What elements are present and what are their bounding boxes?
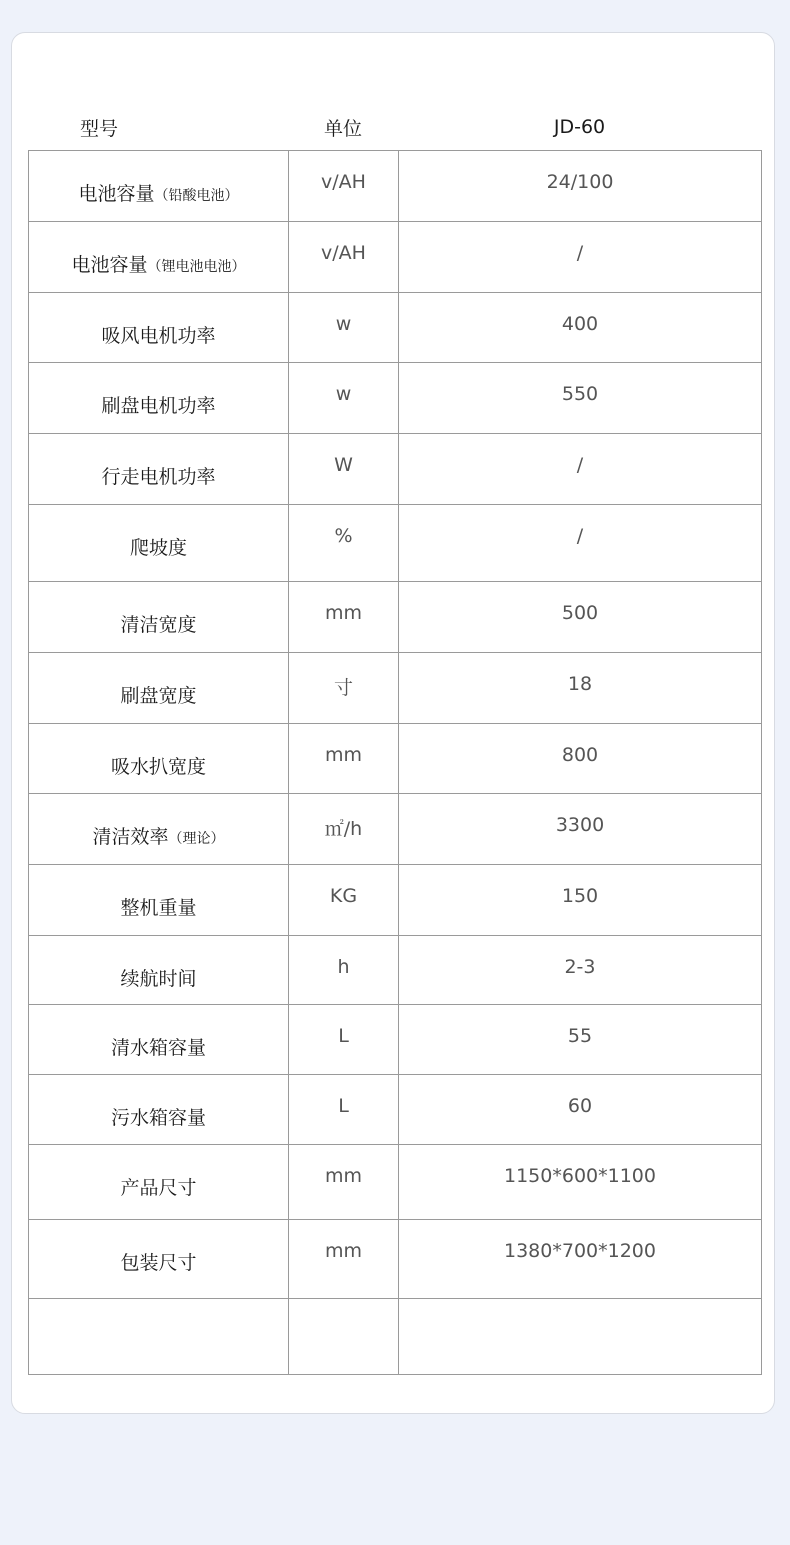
- header-model-label: 型号: [80, 117, 119, 140]
- spec-card: [11, 32, 775, 1414]
- table-row: [29, 434, 762, 505]
- table-row: [29, 505, 762, 582]
- spec-value-cell: [399, 505, 762, 582]
- spec-value: 500: [561, 602, 599, 624]
- spec-name: [29, 293, 288, 348]
- spec-name-text: 爬坡度: [129, 537, 187, 559]
- spec-name-cell: [29, 1220, 289, 1299]
- spec-name-text: 续航时间: [120, 968, 197, 990]
- spec-name-text: 清洁效率: [92, 826, 169, 848]
- spec-name-text: 整机重量: [120, 897, 197, 919]
- spec-unit-cell: [289, 434, 399, 505]
- spec-name-text: 吸水扒宽度: [110, 756, 206, 778]
- spec-name-note: （理论）: [168, 831, 225, 847]
- spec-unit-cell: [289, 222, 399, 293]
- spec-unit-cell: [289, 363, 399, 434]
- spec-value: /: [576, 454, 584, 476]
- spec-value-cell: [399, 1299, 762, 1375]
- spec-value-cell: [399, 865, 762, 936]
- spec-name: [29, 363, 288, 418]
- spec-value: /: [576, 242, 584, 264]
- spec-name: [29, 1075, 288, 1130]
- spec-value-cell: [399, 794, 762, 865]
- spec-unit: %: [334, 525, 353, 547]
- spec-unit-cell: [289, 865, 399, 936]
- spec-unit: W: [334, 454, 353, 476]
- spec-value: 3300: [555, 814, 605, 836]
- spec-unit-cell: [289, 1005, 399, 1075]
- table-row: [29, 1075, 762, 1145]
- spec-value-cell: [399, 582, 762, 653]
- spec-unit-cell: [289, 653, 399, 724]
- spec-name: [29, 1005, 288, 1060]
- table-row: [29, 1145, 762, 1220]
- spec-unit-cell: [289, 151, 399, 222]
- spec-value: /: [576, 525, 584, 547]
- spec-name-cell: [29, 724, 289, 794]
- table-row: [29, 222, 762, 293]
- spec-name-text: 清洁宽度: [120, 614, 197, 636]
- spec-unit-cell: [289, 1220, 399, 1299]
- table-row: [29, 582, 762, 653]
- table-row: [29, 794, 762, 865]
- spec-unit: w: [335, 313, 352, 335]
- spec-name: [29, 936, 288, 991]
- spec-unit: [289, 1299, 398, 1319]
- spec-unit: v/AH: [321, 242, 366, 264]
- spec-unit-cell: [289, 936, 399, 1005]
- spec-value: 800: [561, 744, 599, 766]
- spec-name-text: 刷盘宽度: [120, 685, 197, 707]
- spec-name: [29, 653, 288, 708]
- spec-value-cell: [399, 363, 762, 434]
- spec-name: [29, 505, 288, 560]
- spec-value: [399, 1299, 761, 1319]
- spec-value-cell: [399, 222, 762, 293]
- spec-unit: h: [337, 956, 350, 978]
- spec-name: [29, 1220, 288, 1275]
- spec-name-cell: [29, 936, 289, 1005]
- spec-unit: L: [338, 1095, 349, 1117]
- table-row: [29, 363, 762, 434]
- spec-unit: mm: [324, 602, 363, 624]
- table-row: [29, 1005, 762, 1075]
- spec-name-cell: [29, 151, 289, 222]
- spec-value-cell: [399, 434, 762, 505]
- spec-value-cell: [399, 936, 762, 1005]
- spec-unit-cell: [289, 794, 399, 865]
- spec-unit-cell: [289, 1145, 399, 1220]
- table-row: [29, 1299, 762, 1375]
- spec-name: [29, 1299, 288, 1327]
- table-row: [29, 724, 762, 794]
- spec-value: 150: [561, 885, 599, 907]
- spec-unit: 寸: [333, 677, 353, 699]
- spec-value-cell: [399, 724, 762, 794]
- spec-table: [28, 150, 762, 1375]
- spec-name: [29, 865, 288, 920]
- spec-name: [29, 434, 288, 489]
- spec-value-cell: [399, 1075, 762, 1145]
- spec-value: 24/100: [546, 171, 614, 193]
- spec-name-text: 包装尺寸: [120, 1252, 197, 1274]
- spec-name: [29, 1145, 288, 1200]
- spec-name-cell: [29, 1299, 289, 1375]
- spec-name-cell: [29, 293, 289, 363]
- spec-name-cell: [29, 363, 289, 434]
- spec-name-cell: [29, 1075, 289, 1145]
- spec-name-cell: [29, 505, 289, 582]
- spec-value: 400: [561, 313, 599, 335]
- spec-name-text: 吸风电机功率: [101, 325, 216, 347]
- header-unit-label: 单位: [323, 117, 362, 140]
- spec-unit-cell: [289, 293, 399, 363]
- table-row: [29, 936, 762, 1005]
- spec-unit: mm: [324, 1240, 363, 1262]
- spec-unit: v/AH: [321, 171, 366, 193]
- spec-value-cell: [399, 293, 762, 363]
- spec-name-text: 清水箱容量: [110, 1037, 206, 1059]
- spec-name: [29, 582, 288, 637]
- spec-name-cell: [29, 434, 289, 505]
- spec-name-cell: [29, 222, 289, 293]
- spec-name-note: （锂电池电池）: [147, 259, 246, 275]
- spec-value: 55: [567, 1025, 593, 1047]
- spec-name-text: 刷盘电机功率: [101, 395, 216, 417]
- spec-name-text: 电池容量: [78, 183, 155, 205]
- spec-name-text: 电池容量: [71, 254, 148, 276]
- table-row: [29, 1220, 762, 1299]
- table-row: [29, 865, 762, 936]
- spec-name-text: 产品尺寸: [120, 1177, 197, 1199]
- spec-name-cell: [29, 865, 289, 936]
- spec-name-text: 行走电机功率: [101, 466, 216, 488]
- spec-unit: L: [338, 1025, 349, 1047]
- spec-value-cell: [399, 1220, 762, 1299]
- spec-unit-cell: [289, 1299, 399, 1375]
- spec-unit: w: [335, 383, 352, 405]
- spec-unit-cell: [289, 1075, 399, 1145]
- table-row: [29, 293, 762, 363]
- spec-unit-cell: [289, 724, 399, 794]
- spec-value-cell: [399, 653, 762, 724]
- spec-name-cell: [29, 653, 289, 724]
- spec-name: [29, 724, 288, 779]
- spec-name: [29, 151, 288, 206]
- spec-name: [29, 794, 288, 849]
- spec-unit-cell: [289, 505, 399, 582]
- spec-value: 60: [567, 1095, 593, 1117]
- spec-value-cell: [399, 151, 762, 222]
- spec-unit-cell: [289, 582, 399, 653]
- spec-value-cell: [399, 1145, 762, 1220]
- spec-value: 18: [567, 673, 593, 695]
- table-row: [29, 653, 762, 724]
- spec-value: 1380*700*1200: [504, 1240, 656, 1262]
- spec-name-cell: [29, 1145, 289, 1220]
- spec-name-cell: [29, 582, 289, 653]
- spec-name: [29, 222, 288, 277]
- spec-name-cell: [29, 794, 289, 865]
- spec-unit: KG: [329, 885, 358, 907]
- spec-value-cell: [399, 1005, 762, 1075]
- spec-name-note: （铅酸电池）: [154, 188, 239, 204]
- spec-unit: mm: [324, 744, 363, 766]
- spec-unit: ㎡/h: [324, 818, 363, 840]
- spec-value: 1150*600*1100: [504, 1165, 656, 1187]
- spec-name-text: 污水箱容量: [110, 1107, 206, 1129]
- spec-name-cell: [29, 1005, 289, 1075]
- table-header: [28, 103, 761, 151]
- header-model-value: JD-60: [553, 116, 606, 138]
- spec-value: 550: [561, 383, 599, 405]
- spec-value: 2-3: [564, 956, 596, 978]
- table-row: [29, 151, 762, 222]
- spec-unit: mm: [324, 1165, 363, 1187]
